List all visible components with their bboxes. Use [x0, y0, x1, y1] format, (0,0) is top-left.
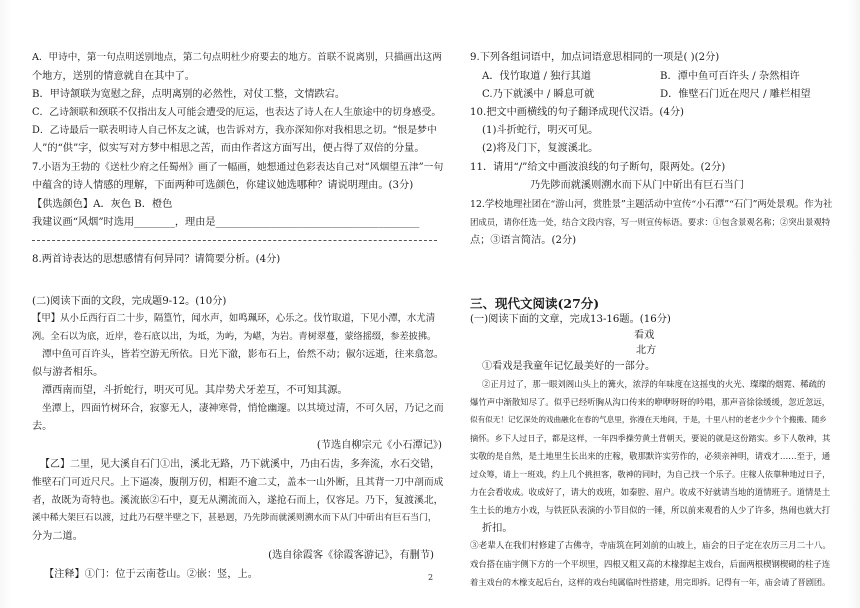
- answer-rule: [32, 240, 437, 241]
- para-2-line-7: 力在会看收成。收成好了，请大的戏班，如秦腔、眉户。收成不好就请当地的道情班子。道情是土: [470, 487, 831, 497]
- text-yi-line-3: 者，故既为奇特也。溪流嵌②石中，夏无从溯流而入，遂抢石而上，仅容足。乃下，复渡溪北，: [32, 495, 444, 506]
- q9-option-c: C.乃下就溪中 / 瞬息可就: [482, 89, 595, 100]
- text-jia-line-3: 潭中鱼可百许头，皆若空游无所依。日光下澈，影布石上，佁然不动；俶尔远逝，往来翕忽。: [42, 349, 444, 360]
- question-9: 9.下列各组词语中，加点词语意思相同的一项是( )(2分): [470, 52, 720, 63]
- option-b: B．甲诗颔联为宽慰之辞，点明离别的必然性，对仗工整，文情跌宕。: [32, 89, 346, 100]
- question-7-line-1: 7.小语为王勃的《送杜少府之任蜀州》画了一幅画，她想通过色彩表达自己对“风烟望五津”一句: [32, 162, 444, 173]
- article-author: 北方: [636, 345, 657, 356]
- para-2-line-4: 摘怀。乡下人过日子，都是这样，一年四季操劳黄土背朝天，要说的就是这份踏实。乡下人敬神，其: [470, 433, 831, 443]
- para-1: ①看戏是我童年记忆最美好的一部分。: [482, 361, 656, 372]
- text-yi-line-5: 分为二道。: [32, 531, 83, 542]
- text-jia-line-5: 潭西南而望，斗折蛇行，明灭可见。其岸势犬牙差互，不可知其源。: [42, 385, 348, 396]
- para-2-line-1: ②正月过了，那一眼刘阁山头上的篝火，浓浮的年味度在这摇曳的火光、璨璨的烟霓、稀疏的: [482, 379, 826, 389]
- question-11: 11．请用“/”给文中画波浪线的句子断句，限两处。(2分): [470, 162, 726, 173]
- question-12-line-2: 团成员，请你任选一处，结合文段内容，写一则宣传标语。要求：①包含景观名称；②突出景观特: [470, 217, 831, 227]
- para-3-line-4: 着主戏台的木橡支起后台，这样的戏台纯属临时性搭建，用完即拆。记得有一年，庙会请了晋剧团。: [470, 577, 831, 587]
- source-jia: (节选自柳宗元《小石潭记》): [316, 440, 442, 451]
- question-8: 8.两首诗表达的思想感情有何异同？请简要分析。(4分): [32, 254, 281, 265]
- q10-item-2: (2)将及门下，复渡溪北。: [482, 143, 599, 154]
- text-yi-line-4: 溪中稀大架巨石以渡，过此乃石壁半壁之下，甚悬迥，乃先陟而就溪则溯水而下从门中斫出有巨石当门，: [32, 513, 437, 523]
- option-d-line-2: 人”的“供”字，似实写对方梦中相思之苦，而由作者这方面写出，便占得了双倍的分量。: [32, 143, 425, 154]
- para-2-line-8: 生土长的地方小戏，与铁匠队表演的小节目似的一锤，所以前来观看的人少了许多，热闹也就大打: [470, 505, 831, 515]
- para-2-line-5: 实敬的是自然，是土地里生长出来的庄稼，敬那默许实劳作的，必须亲神明，请戏才……至于，通: [470, 451, 831, 461]
- para-2-line-3: 似有似无！记忆深处的戏曲融化在春的气息里，弥漫在天地间，于是，十里八村的老老少少个个搬搬、随乡: [470, 415, 827, 424]
- color-options: 【供选颜色】A．灰色 B．橙色: [32, 199, 173, 210]
- annotation: 【注释】①门：位于云南苍山。②嵌：竖，上。: [44, 569, 258, 580]
- source-yi: (选自徐霞客《徐霞客游记》，有删节): [268, 550, 434, 561]
- option-a-line-1: A．甲诗中，第一句点明送别地点，第二句点明杜少府要去的地方。首联不说离别，只描画出这两: [32, 52, 442, 63]
- text-jia-line-7: 去。: [32, 421, 53, 432]
- para-3-line-1: 折扣。: [482, 523, 513, 534]
- text-jia-line-6: 坐潭上，四面竹树环合，寂寥无人，凄神寒骨，悄怆幽邃。以其境过清，不可久居，乃记之而: [42, 403, 444, 414]
- text-yi-line-1: 【乙】二里，见大溪自石门①出，溪北无路，乃下就溪中，乃由石齿，多奔流，水石交错，: [40, 459, 440, 470]
- text-jia-line-1: 【甲】从小丘西行百二十步，隔篁竹，闻水声，如鸣珮环，心乐之。伐竹取道，下见小潭，水尤清: [32, 313, 436, 324]
- page-number: 2: [428, 573, 434, 582]
- text-jia-line-2: 冽。全石以为底，近岸，卷石底以出，为坻，为屿，为嵁，为岩。青树翠蔓，蒙络摇缀，参差披拂。: [32, 331, 437, 342]
- question-7-line-2: 中蕴含的诗人情感的理解，下面两种可选颜色，你建议她选哪种？请说明理由。(3分): [32, 180, 414, 191]
- question-12-line-1: 12.学校地理社团在“游山河，赏胜景”主题活动中宣传“小石潭”“石门”两处景观。作为社: [470, 199, 833, 210]
- q9-option-b: B．潭中鱼可百许头 / 杂然相许: [660, 71, 800, 82]
- answer-line-7: 我建议画“风烟”时选用________，理由是________________________________________: [32, 217, 420, 228]
- option-a-line-2: 个地方，送别的情意就自在其中了。: [32, 71, 195, 82]
- para-2-line-2: 爆竹声中渐散知尽了。似乎已经听胸从沟口传来的咿咿呀呀的吟唱，那声音徐徐缓缓，忽近忽远，: [470, 397, 831, 407]
- option-d-line-1: D．乙诗最后一联表明诗人自己怀友之诚，也告诉对方，我亦深知你对我相思之切。“恨是梦中: [32, 125, 437, 136]
- para-3-line-3: 戏台搭在庙宇侧下方的一个平坝里，四根又粗又高的木椽撑起主戏台，后面两根楔钢楔砌的柱子连: [470, 559, 831, 569]
- para-2-line-6: 过众筹，请上一班戏，约上几个挑担客，敬神的同时，为自己找一个乐子。庄稼人依靠种地过日子，: [470, 469, 831, 479]
- q9-option-d: D．惟壁石门近在咫尺 / 雕栏相望: [660, 89, 811, 100]
- question-10: 10.把文中画横线的句子翻译成现代汉语。(4分): [470, 107, 685, 118]
- para-3-line-2: ③老辈人在我们村修建了古佛寺，寺庙筑在阿刘前的山坡上，庙会的日子定在农历三月二十八。: [470, 541, 831, 551]
- article-title: 看戏: [634, 330, 655, 341]
- q10-item-1: (1)斗折蛇行，明灭可见。: [482, 125, 599, 136]
- option-c: C．乙诗颔联和颈联不仅指出友人可能会遭受的厄运，也表达了诗人在人生旅途中的切身感受。: [32, 107, 442, 118]
- section-2-heading: (二)阅读下面的文段，完成题9-12。(10分): [32, 296, 227, 307]
- question-12-line-3: 点；③语言简洁。(2分): [470, 235, 577, 246]
- section-3-instruction: (一)阅读下面的文章，完成13-16题。(16分): [470, 314, 671, 325]
- q9-option-a: A．伐竹取道 / 独行其道: [482, 71, 591, 82]
- section-3-heading: 三、现代文阅读(27分): [470, 296, 600, 311]
- q11-sentence: 乃先陟而就溪则溯水而下从门中斫出有巨石当门: [530, 180, 744, 191]
- text-yi-line-2: 惟壁石门可近尺尺。上下逼凑，腹削万仞，相距不逾二丈，盖本一山外断，且其背一刀中剖而成: [32, 477, 444, 488]
- text-jia-line-4: 似与游者相乐。: [32, 367, 104, 378]
